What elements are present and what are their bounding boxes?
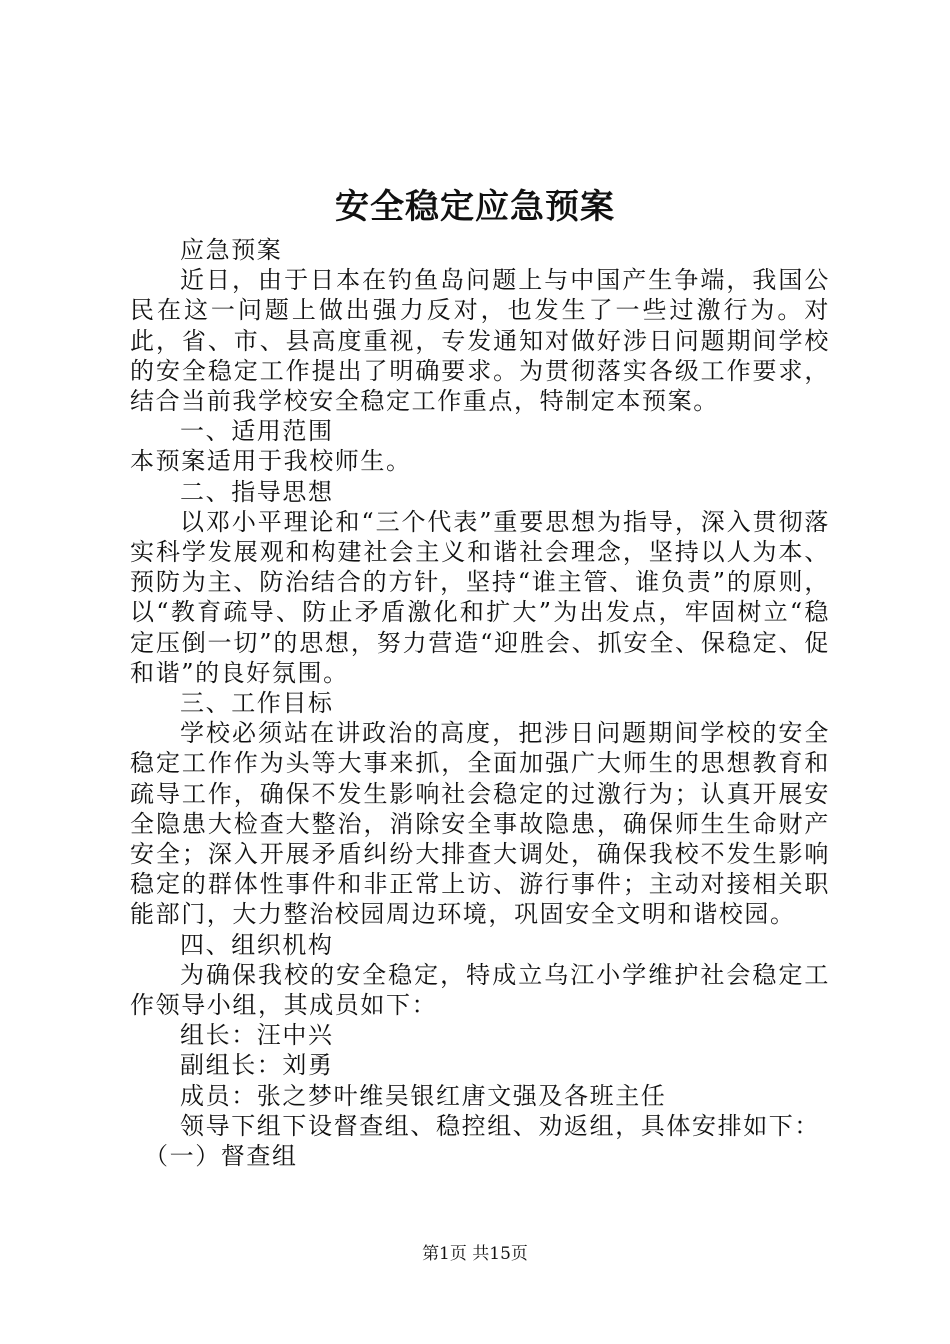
section-heading-guidance: 二、指导思想 [180,477,334,506]
section-heading-goals: 三、工作目标 [180,689,334,718]
paragraph-guidance: 以邓小平理论和“三个代表”重要思想为指导，深入贯彻落实科学发展观和构建社会主义和谐社会理念，坚持以人为本、预防为主、防治结合的方针，坚持“谁主管、谁负责”的原则，以“教育疏导、防止矛盾激化和扩大”为出发点，牢固树立“稳定压倒一切”的思想，努力营造“迎胜会、抓安全、保稳定、促和谐”的良好氛围。 [130,507,830,687]
list-item-deputy-leader: 副组长：刘勇 [180,1051,334,1080]
document-title: 安全稳定应急预案 [335,187,615,227]
paragraph-scope: 本预案适用于我校师生。 [130,447,412,476]
document-body [130,235,830,1171]
section-heading-organization: 四、组织机构 [180,930,334,959]
paragraph-subgroups: 领导下组下设督查组、稳控组、劝返组，具体安排如下： [180,1111,820,1140]
list-item-leader: 组长：汪中兴 [180,1021,334,1050]
page-number: 第1页 共15页 [422,1244,528,1264]
list-item-members: 成员：张之梦叶维吴银红唐文强及各班主任 [180,1081,667,1110]
paragraph-subtitle: 应急预案 [180,236,283,264]
subsection-heading-supervision: （一）督查组 [144,1142,298,1171]
paragraph-organization: 为确保我校的安全稳定，特成立乌江小学维护社会稳定工作领导小组，其成员如下： [130,960,830,1020]
paragraph-intro: 近日，由于日本在钓鱼岛问题上与中国产生争端，我国公民在这一问题上做出强力反对，也发生了一些过激行为。对此，省、市、县高度重视，专发通知对做好涉日问题期间学校的安全稳定工作提出了明确要求。为贯彻落实各级工作要求，结合当前我学校安全稳定工作重点，特制定本预案。 [130,266,830,416]
paragraph-goals: 学校必须站在讲政治的高度，把涉日问题期间学校的安全稳定工作作为头等大事来抓，全面加强广大师生的思想教育和疏导工作，确保不发生影响社会稳定的过激行为；认真开展安全隐患大检查大整治，消除安全事故隐患，确保师生生命财产安全；深入开展矛盾纠纷大排查大调处，确保我校不发生影响稳定的群体性事件和非正常上访、游行事件；主动对接相关职能部门，大力整治校园周边环境，巩固安全文明和谐校园。 [130,719,830,929]
section-heading-scope: 一、适用范围 [180,417,334,446]
